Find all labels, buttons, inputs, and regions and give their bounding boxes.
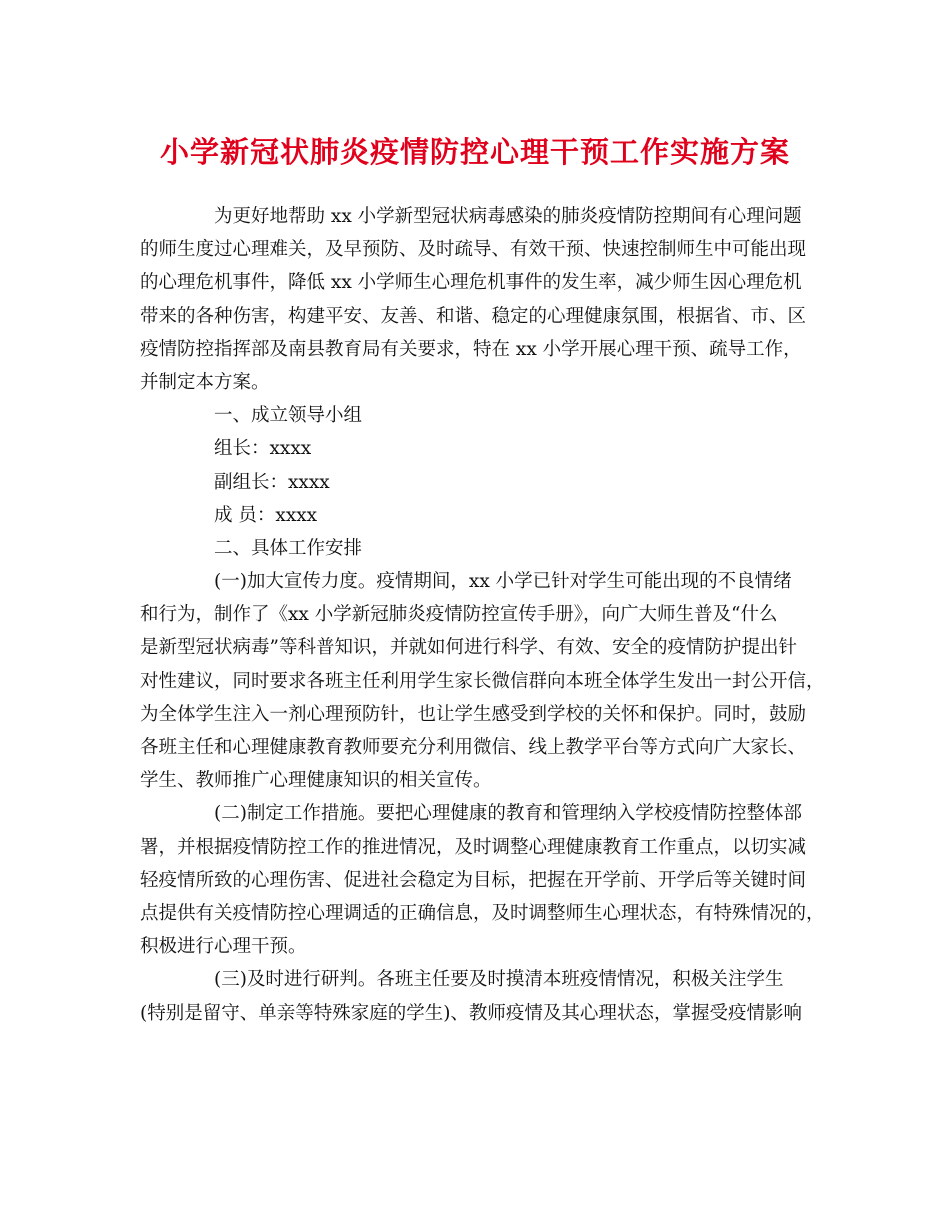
- text-line: 并制定本方案。: [140, 371, 270, 393]
- text-line: 副组长：xxxx: [214, 471, 330, 493]
- document-title: 小学新冠状肺炎疫情防控心理干预工作实施方案: [159, 135, 790, 169]
- text-line: (特别是留守、单亲等特殊家庭的学生)、教师疫情及其心理状态，掌握受疫情影响: [140, 1002, 802, 1024]
- text-line: 组长：xxxx: [214, 438, 312, 460]
- text-line: 对性建议，同时要求各班主任利用学生家长微信群向本班全体学生发出一封公开信，: [140, 670, 825, 692]
- text-line: (三)及时进行研判。各班主任要及时摸清本班疫情情况，积极关注学生: [214, 969, 784, 991]
- text-line: 的师生度过心理难关，及早预防、及时疏导、有效干预、快速控制师生中可能出现: [140, 239, 807, 261]
- text-line: (二)制定工作措施。要把心理健康的教育和管理纳入学校疫情防控整体部: [214, 803, 802, 825]
- text-line: 为全体学生注入一剂心理预防针，也让学生感受到学校的关怀和保护。同时，鼓励: [140, 703, 807, 725]
- document-body: [140, 200, 825, 1030]
- text-line: (一)加大宣传力度。疫情期间，xx 小学已针对学生可能出现的不良情绪: [214, 571, 792, 593]
- text-line: 积极进行心理干预。: [140, 936, 307, 958]
- text-line: 二、具体工作安排: [214, 537, 363, 559]
- text-line: 的心理危机事件，降低 xx 小学师生心理危机事件的发生率，减少师生因心理危机: [140, 272, 802, 294]
- text-line: 各班主任和心理健康教育教师要充分利用微信、线上教学平台等方式向广大家长、: [140, 737, 807, 758]
- text-line: 是新型冠状病毒”等科普知识，并就如何进行科学、有效、安全的疫情防护提出针: [140, 637, 797, 659]
- text-line: 为更好地帮助 xx 小学新型冠状病毒感染的肺炎疫情防控期间有心理问题: [214, 206, 802, 227]
- text-line: 疫情防控指挥部及南县教育局有关要求，特在 xx 小学开展心理干预、疏导工作，: [140, 338, 802, 360]
- text-line: 带来的各种伤害，构建平安、友善、和谐、稳定的心理健康氛围，根据省、市、区: [140, 305, 807, 327]
- text-line: 署，并根据疫情防控工作的推进情况，及时调整心理健康教育工作重点，以切实减: [140, 836, 807, 858]
- text-line: 成 员：xxxx: [214, 504, 318, 526]
- text-line: 轻疫情所致的心理伤害、促进社会稳定为目标，把握在开学前、开学后等关键时间: [140, 869, 807, 891]
- text-line: 和行为，制作了《xx 小学新冠肺炎疫情防控宣传手册》，向广大师生普及“什么: [140, 604, 778, 626]
- text-line: 学生、教师推广心理健康知识的相关宣传。: [140, 770, 492, 792]
- text-line: 一、成立领导小组: [214, 405, 363, 427]
- text-line: 点提供有关疫情防控心理调适的正确信息，及时调整师生心理状态，有特殊情况的，: [140, 902, 825, 924]
